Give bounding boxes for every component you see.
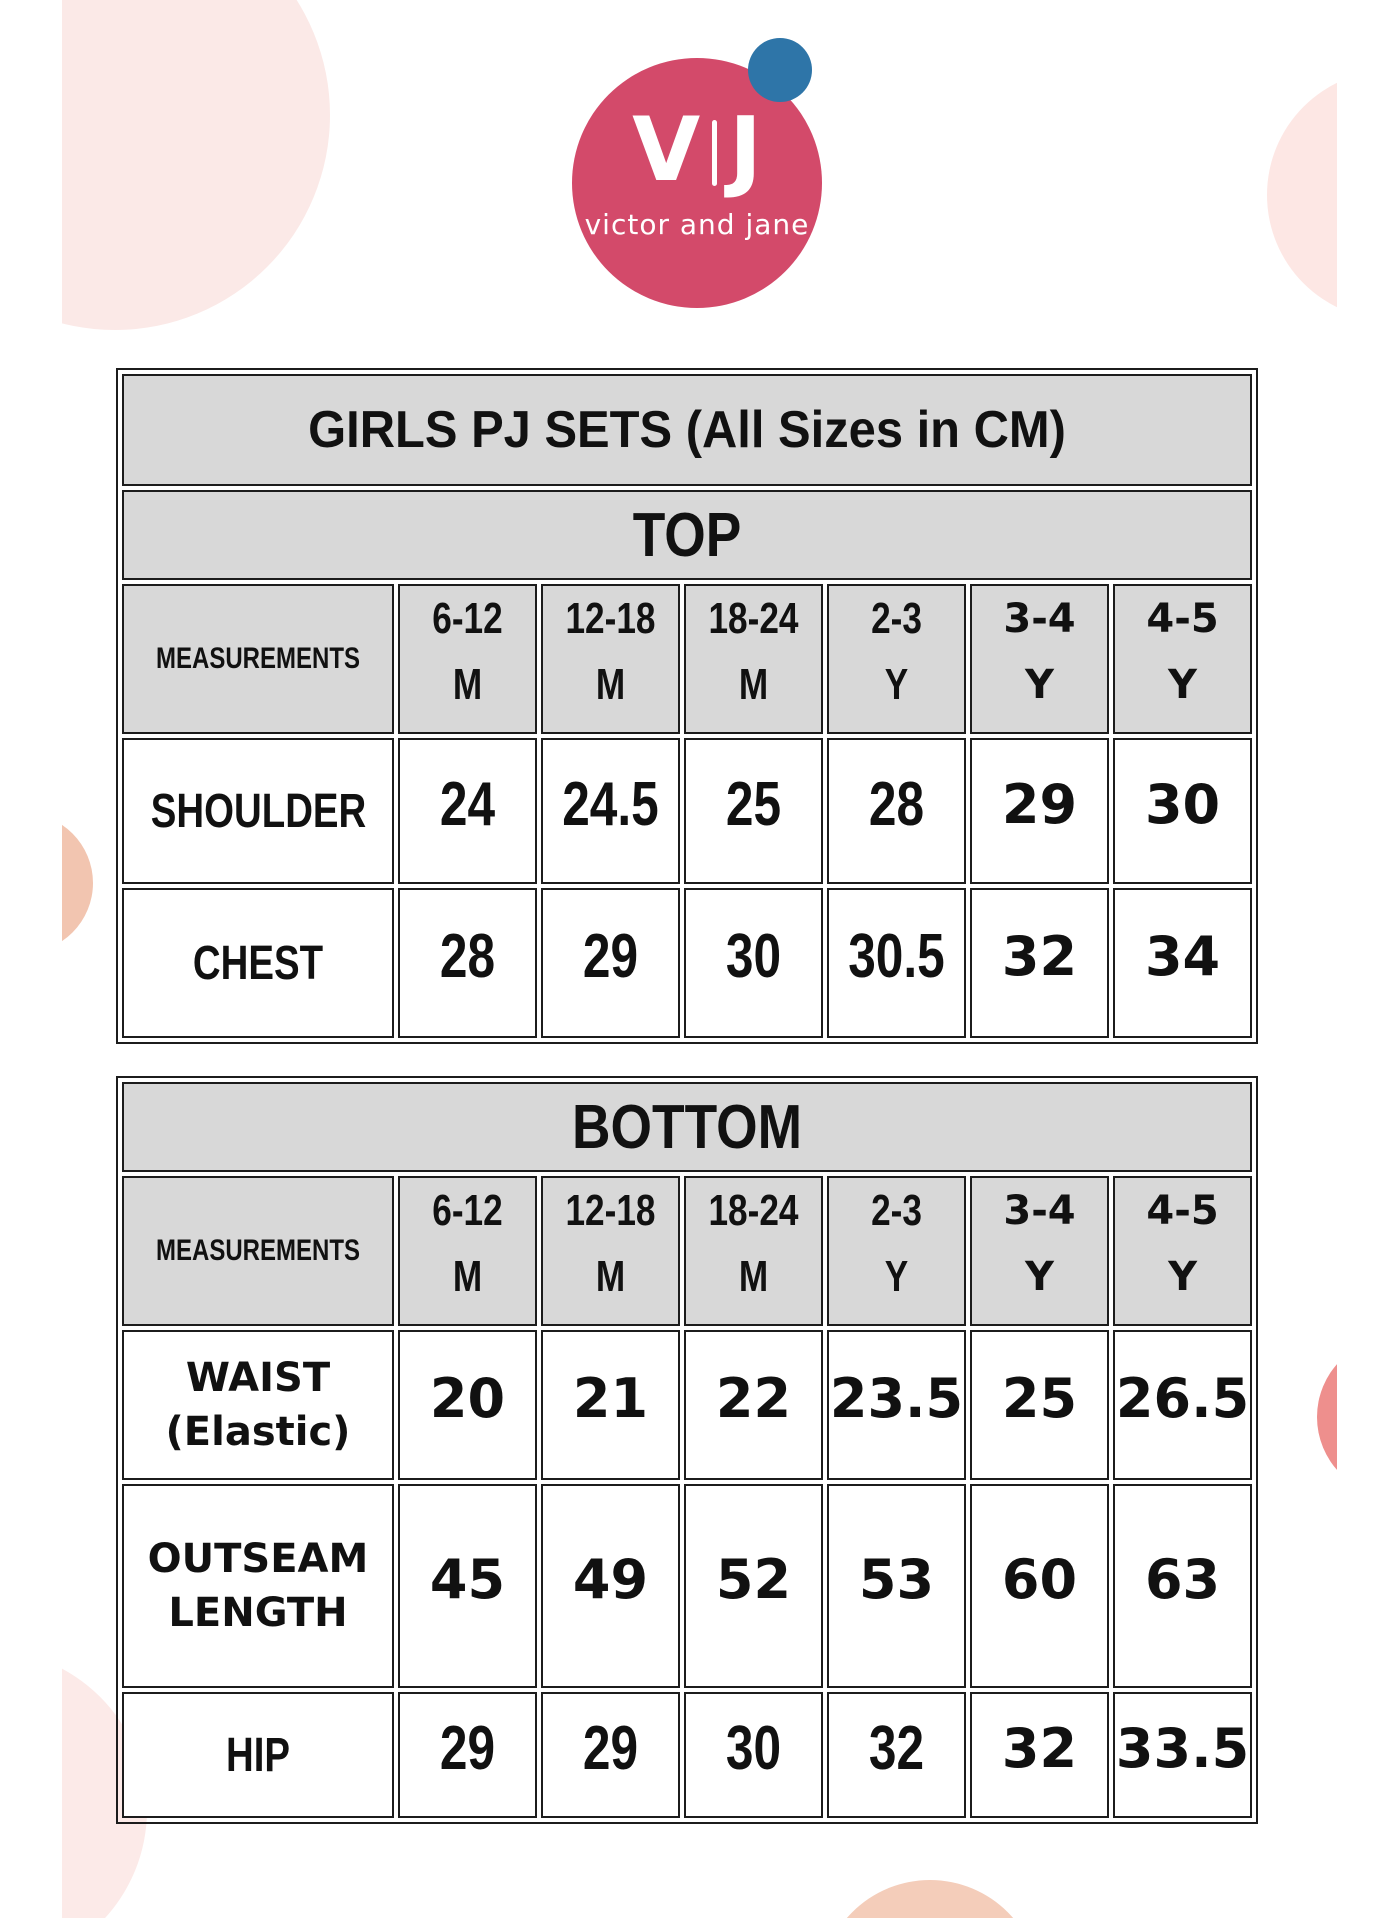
- size-header-18-24m: 18-24 M: [684, 1176, 823, 1326]
- size-header-12-18m: 12-18 M: [541, 584, 680, 734]
- shoulder-value: 28: [827, 738, 966, 884]
- row-label-hip: HIP: [122, 1692, 394, 1818]
- waist-value: 20: [398, 1330, 537, 1480]
- chart-title: GIRLS PJ SETS (All Sizes in CM): [308, 401, 1066, 459]
- size-chart-table-bottom: [116, 1076, 1258, 1824]
- hip-value: 30: [684, 1692, 823, 1818]
- section-header-top: [122, 490, 1252, 580]
- waist-value: 23.5: [827, 1330, 966, 1480]
- table-row-waist: [122, 1330, 1252, 1480]
- hip-value: 32: [970, 1692, 1109, 1818]
- shoulder-value: 24: [398, 738, 537, 884]
- size-header-6-12m: 6-12 M: [398, 584, 537, 734]
- size-header-4-5y: 4-5 Y: [1113, 1176, 1252, 1326]
- size-chart-table-top: [116, 368, 1258, 1044]
- outseam-value: 53: [827, 1484, 966, 1688]
- shoulder-value: 24.5: [541, 738, 680, 884]
- size-header-3-4y: 3-4 Y: [970, 584, 1109, 734]
- shoulder-value: 25: [684, 738, 823, 884]
- shoulder-value: 30: [1113, 738, 1252, 884]
- waist-value: 25: [970, 1330, 1109, 1480]
- section-label: TOP: [632, 500, 742, 570]
- outseam-value: 63: [1113, 1484, 1252, 1688]
- logo-monogram: [572, 98, 822, 201]
- outseam-value: 49: [541, 1484, 680, 1688]
- hip-value: 29: [541, 1692, 680, 1818]
- hip-value: 33.5: [1113, 1692, 1252, 1818]
- chest-value: 34: [1113, 888, 1252, 1038]
- hip-value: 29: [398, 1692, 537, 1818]
- shoulder-value: 29: [970, 738, 1109, 884]
- waist-value: 26.5: [1113, 1330, 1252, 1480]
- section-label: BOTTOM: [572, 1092, 803, 1162]
- measurements-label: MEASUREMENTS: [155, 642, 360, 675]
- logo-blue-dot-icon: [748, 38, 812, 102]
- size-header-4-5y: 4-5 Y: [1113, 584, 1252, 734]
- waist-value: 21: [541, 1330, 680, 1480]
- size-header-12-18m: 12-18 M: [541, 1176, 680, 1326]
- measurements-label: MEASUREMENTS: [155, 1234, 360, 1267]
- logo-letter-j: J: [729, 98, 762, 201]
- size-header-18-24m: 18-24 M: [684, 584, 823, 734]
- row-label-shoulder: SHOULDER: [122, 738, 394, 884]
- section-header-bottom: [122, 1082, 1252, 1172]
- waist-value: 22: [684, 1330, 823, 1480]
- outseam-value: 45: [398, 1484, 537, 1688]
- logo-tagline: victor and jane: [584, 208, 810, 241]
- table-row-hip: [122, 1692, 1252, 1818]
- table-row-chest: [122, 888, 1252, 1038]
- chest-value: 29: [541, 888, 680, 1038]
- table-row-outseam: [122, 1484, 1252, 1688]
- size-header-3-4y: 3-4 Y: [970, 1176, 1109, 1326]
- measurements-header-cell: [122, 584, 394, 734]
- chest-value: 28: [398, 888, 537, 1038]
- row-label-outseam: OUTSEAM LENGTH: [122, 1484, 394, 1688]
- table-row-shoulder: [122, 738, 1252, 884]
- logo-letter-v: V: [632, 98, 701, 201]
- chest-value: 32: [970, 888, 1109, 1038]
- hip-value: 32: [827, 1692, 966, 1818]
- chest-value: 30.5: [827, 888, 966, 1038]
- outseam-value: 52: [684, 1484, 823, 1688]
- chest-value: 30: [684, 888, 823, 1038]
- measurements-header-cell: [122, 1176, 394, 1326]
- logo-divider: [712, 120, 717, 186]
- row-label-chest: CHEST: [122, 888, 394, 1038]
- size-header-6-12m: 6-12 M: [398, 1176, 537, 1326]
- size-header-2-3y: 2-3 Y: [827, 1176, 966, 1326]
- size-header-2-3y: 2-3 Y: [827, 584, 966, 734]
- outseam-value: 60: [970, 1484, 1109, 1688]
- chart-title-cell: [122, 374, 1252, 486]
- row-label-waist: WAIST (Elastic): [122, 1330, 394, 1480]
